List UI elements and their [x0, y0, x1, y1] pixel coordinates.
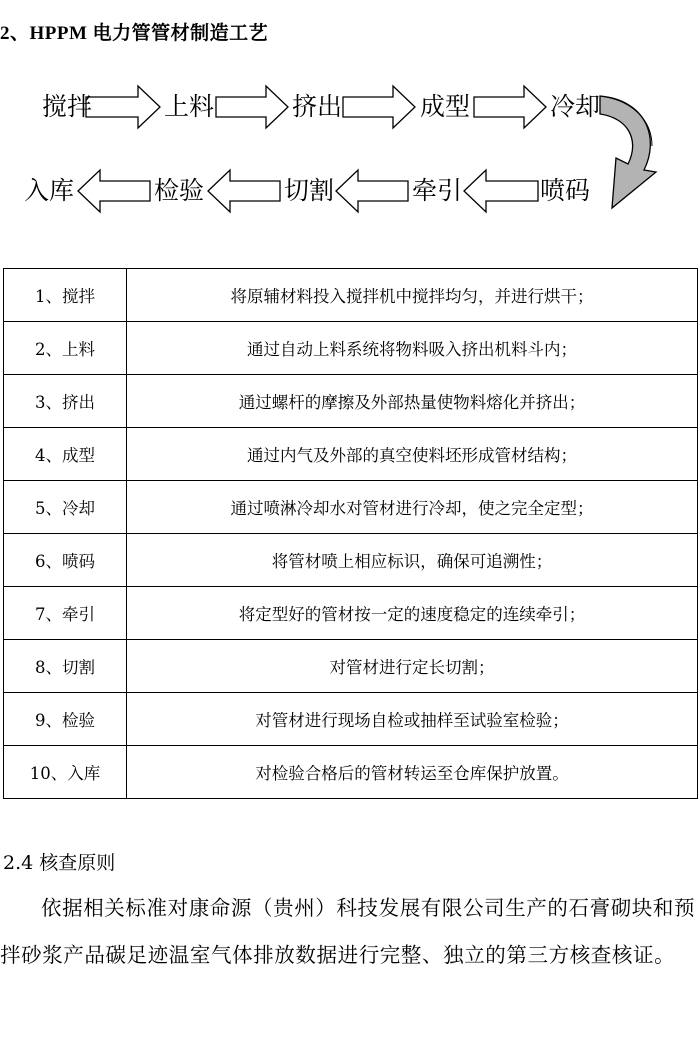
step-cell: 6、喷码 — [4, 534, 127, 587]
flow-node-mix: 搅拌 — [42, 92, 93, 121]
flow-node-store: 入库 — [24, 176, 75, 205]
desc-cell: 将管材喷上相应标识，确保可追溯性； — [127, 534, 698, 587]
table-row — [4, 428, 698, 481]
body-paragraph: 依据相关标准对康命源（贵州）科技发展有限公司生产的石膏砌块和预拌砂浆产品碳足迹温室气体排放数据进行完整、独立的第三方核查核证。 — [0, 896, 696, 967]
flow-node-inspect: 检验 — [154, 176, 205, 205]
section-title: 2、HPPM 电力管管材制造工艺 — [0, 23, 269, 44]
right-arrow-1 — [86, 86, 160, 128]
table-row — [4, 534, 698, 587]
left-arrow-1 — [464, 170, 538, 212]
step-cell: 8、切割 — [4, 640, 127, 693]
right-arrow-4 — [474, 86, 546, 128]
process-flow-diagram — [0, 0, 700, 240]
flow-node-extrude: 挤出 — [292, 92, 343, 121]
desc-cell: 将定型好的管材按一定的速度稳定的连续牵引； — [127, 587, 698, 640]
desc-cell: 通过喷淋冷却水对管材进行冷却，使之完全定型； — [127, 481, 698, 534]
step-cell: 9、检验 — [4, 693, 127, 746]
desc-cell: 通过自动上料系统将物料吸入挤出机料斗内； — [127, 322, 698, 375]
desc-cell: 将原辅材料投入搅拌机中搅拌均匀，并进行烘干； — [127, 269, 698, 322]
flow-node-pull: 牵引 — [412, 176, 463, 205]
flow-node-form: 成型 — [420, 92, 471, 121]
desc-cell: 通过螺杆的摩擦及外部热量使物料熔化并挤出； — [127, 375, 698, 428]
table-row — [4, 693, 698, 746]
table-row — [4, 640, 698, 693]
desc-cell: 对检验合格后的管材转运至仓库保护放置。 — [127, 746, 698, 799]
step-cell: 4、成型 — [4, 428, 127, 481]
table-row — [4, 587, 698, 640]
section-heading: 2.4 核查原则 — [3, 852, 116, 874]
flow-node-feed: 上料 — [164, 92, 215, 121]
flow-node-print: 喷码 — [540, 176, 591, 205]
desc-cell: 对管材进行现场自检或抽样至试验室检验； — [127, 693, 698, 746]
left-arrow-3 — [208, 170, 280, 212]
table-row — [4, 322, 698, 375]
table-row — [4, 269, 698, 322]
process-steps-table — [3, 268, 698, 799]
table-row — [4, 481, 698, 534]
step-cell: 5、冷却 — [4, 481, 127, 534]
right-arrow-3 — [343, 86, 415, 128]
table-row — [4, 746, 698, 799]
flow-node-cool: 冷却 — [550, 92, 601, 121]
flow-node-cut: 切割 — [284, 176, 335, 205]
curved-arrow — [600, 96, 656, 208]
desc-cell: 通过内气及外部的真空使料坯形成管材结构； — [127, 428, 698, 481]
step-cell: 7、牵引 — [4, 587, 127, 640]
step-cell: 2、上料 — [4, 322, 127, 375]
step-cell: 3、挤出 — [4, 375, 127, 428]
right-arrow-2 — [216, 86, 288, 128]
desc-cell: 对管材进行定长切割； — [127, 640, 698, 693]
step-cell: 1、搅拌 — [4, 269, 127, 322]
table-row — [4, 375, 698, 428]
left-arrow-2 — [336, 170, 408, 212]
left-arrow-4 — [78, 170, 150, 212]
step-cell: 10、入库 — [4, 746, 127, 799]
